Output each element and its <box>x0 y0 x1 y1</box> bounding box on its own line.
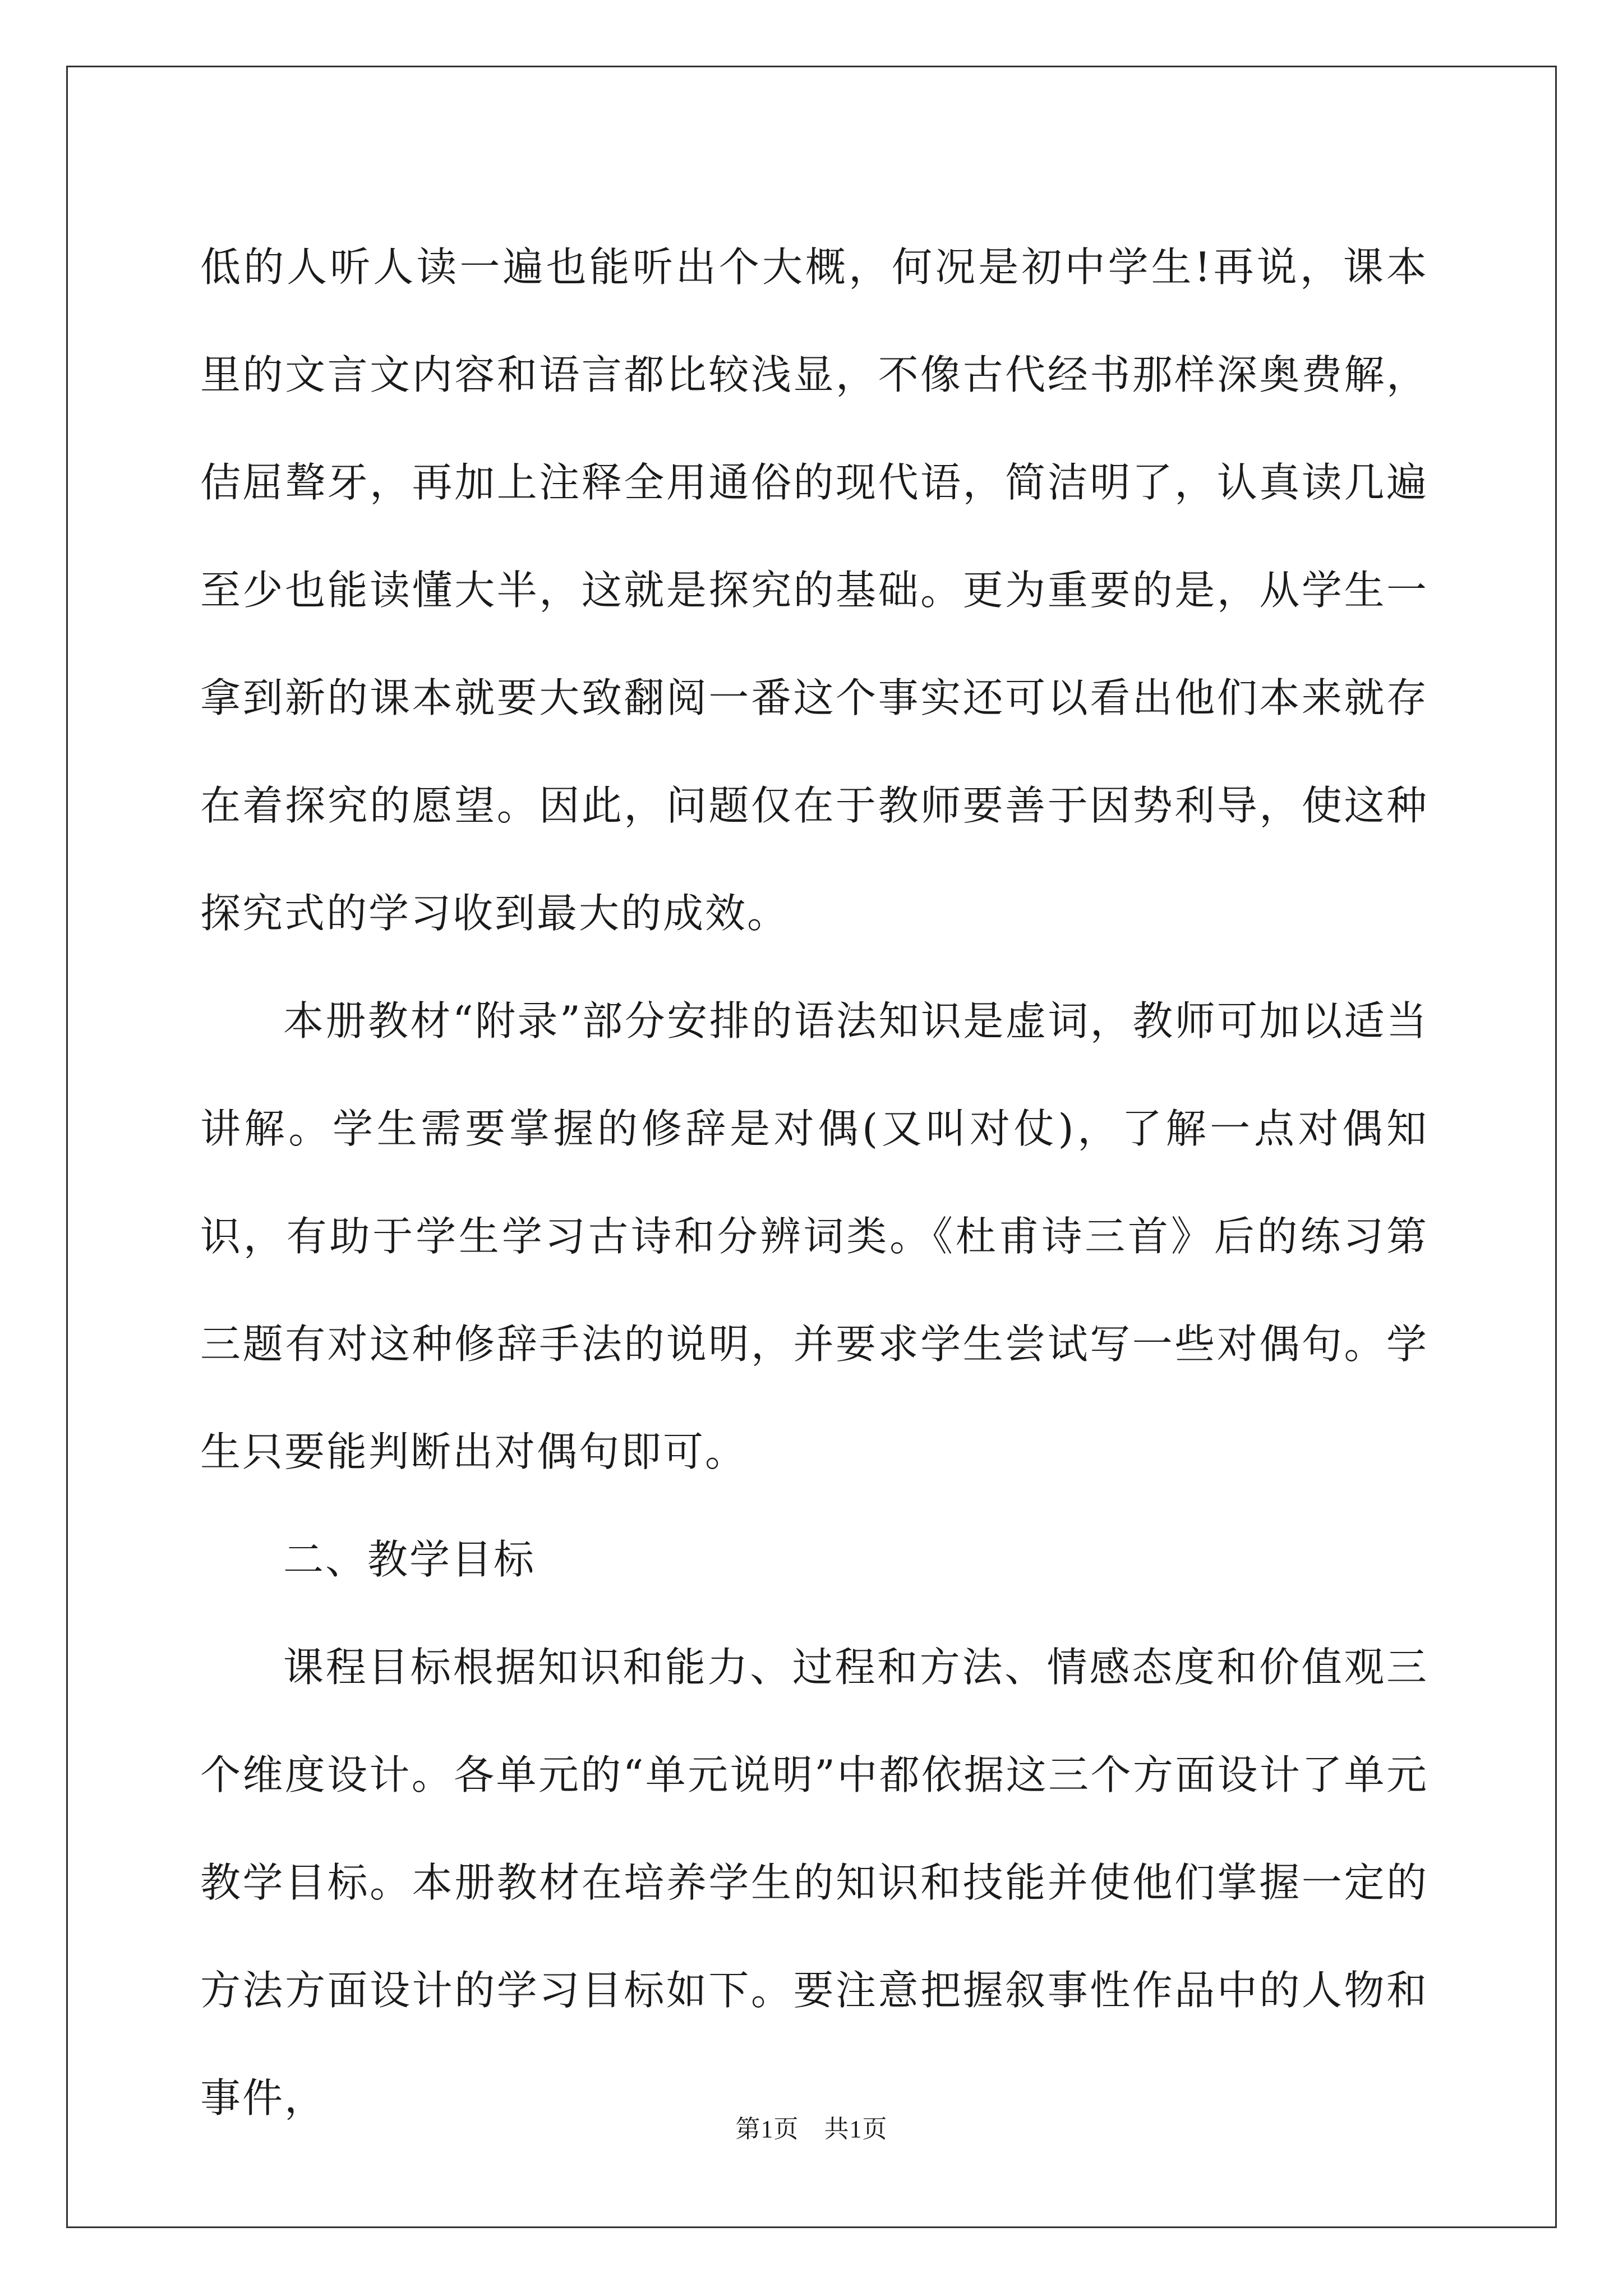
document-body <box>200 213 1428 2152</box>
paragraph-appendix-grammar: 本册教材“附录”部分安排的语法知识是虚词，教师可加以适当讲解。学生需要掌握的修辞是对偶(又叫对仗)，了解一点对偶知识，有助于学生学习古诗和分辨词类。《杜甫诗三首》后的练习第三题有对这种修辞手法的说明，并要求学生尝试写一些对偶句。学生只要能判断出对偶句即可。 <box>200 997 1428 1475</box>
paragraph-course-goals: 课程目标根据知识和能力、过程和方法、情感态度和价值观三个维度设计。各单元的“单元说明”中都依据这三个方面设计了单元教学目标。本册教材在培养学生的知识和技能并使他们掌握一定的方法方面设计的学习目标如下。要注意把握叙事性作品中的人物和事件， <box>200 1644 1428 2122</box>
page-number-footer: 第1页 共1页 <box>735 2115 888 2143</box>
paragraph-continuation: 低的人听人读一遍也能听出个大概，何况是初中学生!再说，课本里的文言文内容和语言都比较浅显，不像古代经书那样深奥费解，佶屈聱牙，再加上注释全用通俗的现代语，简洁明了，认真读几遍至少也能读懂大半，这就是探究的基础。更为重要的是，从学生一拿到新的课本就要大致翻阅一番这个事实还可以看出他们本来就存在着探究的愿望。因此，问题仅在于教师要善于因势利导，使这种探究式的学习收到最大的成效。 <box>200 243 1428 937</box>
section-heading-teaching-goals: 二、教学目标 <box>283 1536 536 1583</box>
